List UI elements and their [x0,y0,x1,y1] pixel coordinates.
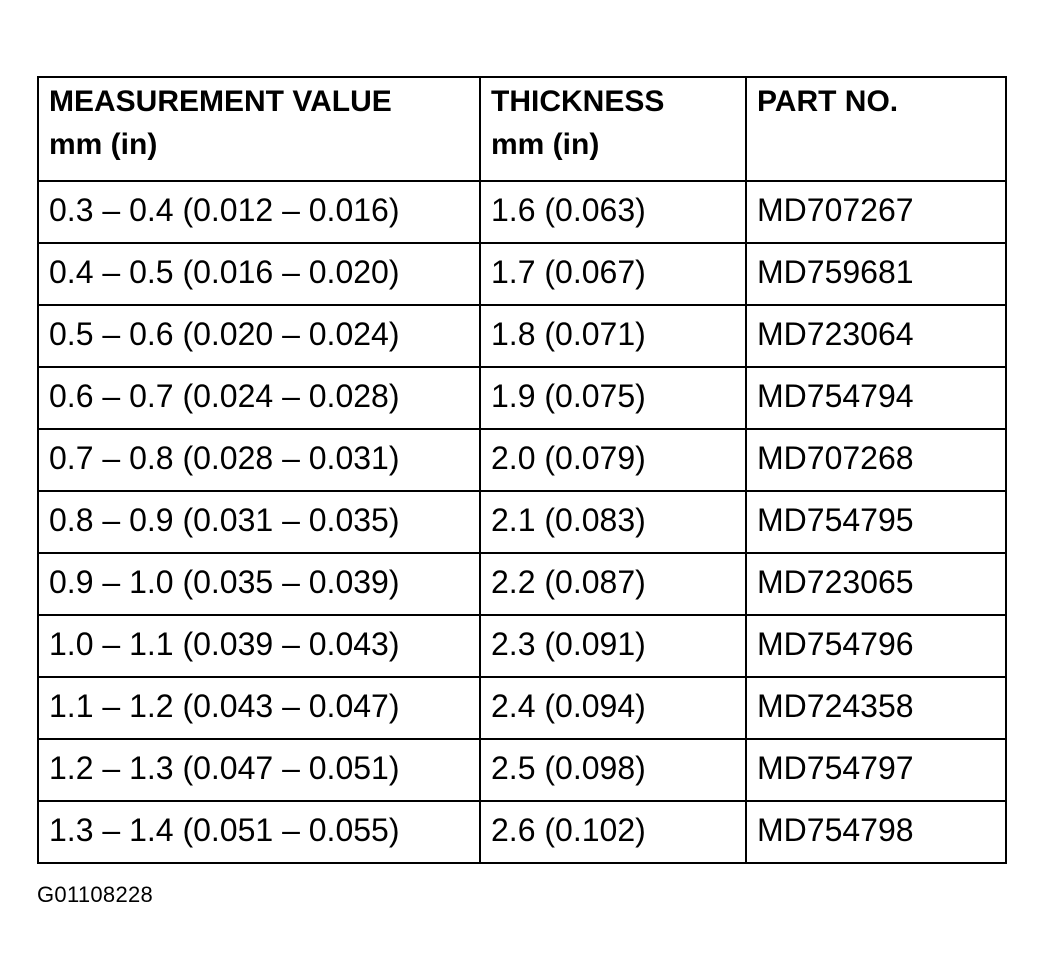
cell-part-no: MD759681 [746,243,1006,305]
table-row [38,181,1006,243]
cell-measurement-value: 0.7 – 0.8 (0.028 – 0.031) [38,429,480,491]
table-row [38,677,1006,739]
cell-part-no: MD723065 [746,553,1006,615]
cell-measurement-value: 1.3 – 1.4 (0.051 – 0.055) [38,801,480,863]
header-unit: mm (in) [49,128,158,161]
figure-id: G01108228 [37,882,154,907]
cell-thickness: 1.7 (0.067) [480,243,746,305]
cell-measurement-value: 0.5 – 0.6 (0.020 – 0.024) [38,305,480,367]
cell-thickness: 2.2 (0.087) [480,553,746,615]
cell-part-no: MD754794 [746,367,1006,429]
cell-part-no: MD754797 [746,739,1006,801]
header-line: THICKNESS [491,85,665,118]
table-row [38,305,1006,367]
cell-part-no: MD754796 [746,615,1006,677]
table-row [38,801,1006,863]
cell-thickness: 2.0 (0.079) [480,429,746,491]
header-part-no [746,77,1006,181]
cell-measurement-value: 0.8 – 0.9 (0.031 – 0.035) [38,491,480,553]
table-row [38,429,1006,491]
cell-thickness: 1.9 (0.075) [480,367,746,429]
cell-measurement-value: 1.1 – 1.2 (0.043 – 0.047) [38,677,480,739]
cell-thickness: 2.6 (0.102) [480,801,746,863]
header-line: MEASUREMENT VALUE [49,85,392,118]
table-row [38,739,1006,801]
cell-thickness: 1.6 (0.063) [480,181,746,243]
cell-part-no: MD754798 [746,801,1006,863]
table-row [38,367,1006,429]
cell-thickness: 2.1 (0.083) [480,491,746,553]
table-row [38,615,1006,677]
cell-part-no: MD754795 [746,491,1006,553]
table-row [38,553,1006,615]
cell-part-no: MD723064 [746,305,1006,367]
header-line: PART NO. [757,85,899,118]
header-row [38,77,1006,181]
header-thickness [480,77,746,181]
cell-measurement-value: 0.3 – 0.4 (0.012 – 0.016) [38,181,480,243]
header-unit: mm (in) [491,128,600,161]
cell-part-no: MD724358 [746,677,1006,739]
cell-measurement-value: 0.6 – 0.7 (0.024 – 0.028) [38,367,480,429]
cell-measurement-value: 0.9 – 1.0 (0.035 – 0.039) [38,553,480,615]
header-measurement-value [38,77,480,181]
cell-measurement-value: 1.0 – 1.1 (0.039 – 0.043) [38,615,480,677]
cell-thickness: 1.8 (0.071) [480,305,746,367]
cell-measurement-value: 0.4 – 0.5 (0.016 – 0.020) [38,243,480,305]
table-row [38,491,1006,553]
table-row [38,243,1006,305]
spec-table [37,76,1007,864]
cell-thickness: 2.4 (0.094) [480,677,746,739]
cell-thickness: 2.3 (0.091) [480,615,746,677]
cell-part-no: MD707267 [746,181,1006,243]
cell-measurement-value: 1.2 – 1.3 (0.047 – 0.051) [38,739,480,801]
cell-part-no: MD707268 [746,429,1006,491]
cell-thickness: 2.5 (0.098) [480,739,746,801]
